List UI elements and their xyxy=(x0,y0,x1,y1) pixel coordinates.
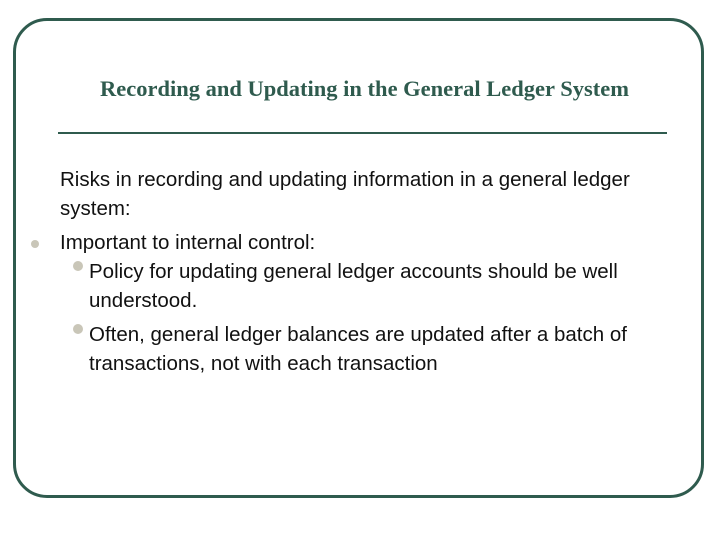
bullet-text: Important to internal control: xyxy=(60,231,316,254)
sub-bullet-dot-icon xyxy=(73,324,83,334)
title-underline xyxy=(58,132,667,134)
sub-item-balances: Often, general ledger balances are updated after a batch of transactions, not with each transaction xyxy=(89,323,627,375)
intro-text: Risks in recording and updating information in a general ledger system: xyxy=(60,168,630,220)
bullet-dot-icon xyxy=(31,240,39,248)
sub-item-policy: Policy for updating general ledger accounts should be well understood. xyxy=(89,260,618,312)
slide-title: Recording and Updating in the General Ledger System xyxy=(100,76,629,101)
sub-bullet-dot-icon xyxy=(73,261,83,271)
